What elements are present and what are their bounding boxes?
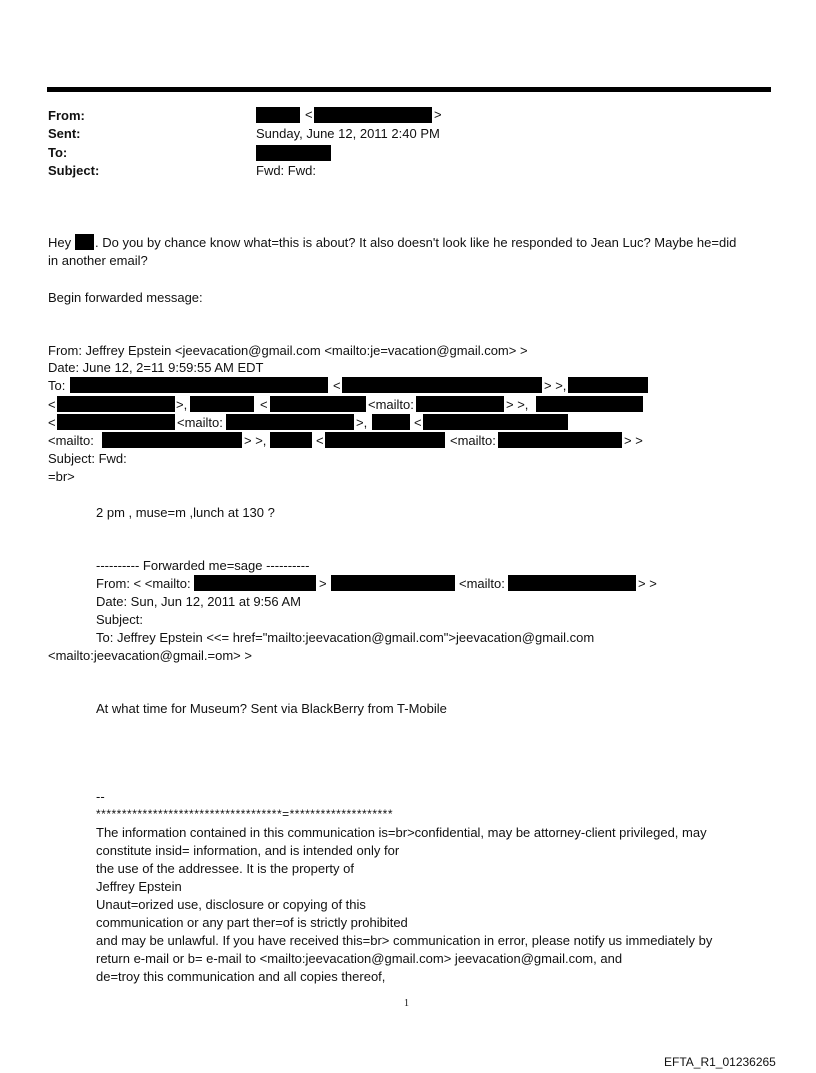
greeting-hey: Hey: [48, 235, 72, 250]
redaction-box: [536, 396, 643, 412]
redaction-box: [498, 432, 622, 448]
fwd1-br: =br>: [48, 469, 75, 484]
redaction-box: [194, 575, 316, 591]
from-label: From:: [48, 108, 85, 123]
redaction-box: [423, 414, 568, 430]
subject-value: Fwd: Fwd:: [256, 163, 316, 178]
redaction-box: [342, 377, 542, 393]
recipient-open: <: [48, 397, 56, 412]
disclaimer-line: de=troy this communication and all copies thereof,: [96, 969, 386, 984]
disclaimer-line: return e-mail or b= e-mail to <mailto:jeevacation@gmail.com> jeevacation@gmail.com, and: [96, 951, 623, 966]
from-close-bracket: >: [434, 107, 442, 122]
disclaimer-line: communication or any part ther=of is strictly prohibited: [96, 915, 408, 930]
recipient-mailto: <mailto:: [177, 415, 223, 430]
signature-dash: --: [96, 789, 105, 804]
fwd1-to-label: To:: [48, 378, 66, 393]
recipient-open: <: [316, 433, 324, 448]
redaction-box: [256, 145, 331, 161]
disclaimer-line: Unaut=orized use, disclosure or copying of this: [96, 897, 366, 912]
fwd2-from-gt: >: [319, 576, 327, 591]
document-id: EFTA_R1_01236265: [664, 1055, 776, 1069]
redaction-box: [70, 377, 328, 393]
recipient-mailto: <mailto:: [368, 397, 414, 412]
recipient-open: <: [333, 378, 341, 393]
redaction-box: [270, 432, 312, 448]
fwd1-from: From: Jeffrey Epstein <jeevacation@gmail.com <mailto:je=vacation@gmail.com> >: [48, 343, 528, 358]
begin-forwarded: Begin forwarded message:: [48, 290, 203, 305]
redaction-box: [102, 432, 242, 448]
redaction-box: [270, 396, 366, 412]
fwd2-message: At what time for Museum? Sent via BlackBerry from T-Mobile: [96, 701, 447, 716]
body-line-2: in another email?: [48, 253, 148, 268]
redaction-box: [57, 414, 175, 430]
fwd2-to: To: Jeffrey Epstein <<= href="mailto:jeevacation@gmail.com">jeevacation@gmail.com: [96, 630, 595, 645]
recipient-close: >,: [356, 415, 368, 430]
redaction-box: [314, 107, 432, 123]
recipient-close: > >: [624, 433, 643, 448]
recipient-open: <: [260, 397, 268, 412]
fwd2-to-cont: <mailto:jeevacation@gmail.=om> >: [48, 648, 252, 663]
disclaimer-line: constitute insid= information, and is intended only for: [96, 843, 400, 858]
recipient-open: <: [48, 415, 56, 430]
redaction-box: [325, 432, 445, 448]
fwd2-subject: Subject:: [96, 612, 143, 627]
recipient-close: > >,: [506, 397, 529, 412]
redaction-box: [568, 377, 648, 393]
redaction-box: [226, 414, 354, 430]
redaction-box: [75, 234, 94, 250]
page-number: 1: [404, 998, 409, 1009]
recipient-open: <: [414, 415, 422, 430]
recipient-mailto: <mailto:: [450, 433, 496, 448]
fwd2-from: From: < <mailto:: [96, 576, 191, 591]
fwd2-mailto: <mailto:: [459, 576, 505, 591]
stars-divider: ************************************=********************: [96, 807, 394, 821]
redaction-box: [190, 396, 254, 412]
sent-label: Sent:: [48, 126, 81, 141]
disclaimer-line: and may be unlawful. If you have received this=br> communication in error, please notify us immediately by: [96, 933, 713, 948]
subject-label: Subject:: [48, 163, 100, 178]
redaction-box: [372, 414, 410, 430]
fwd2-date: Date: Sun, Jun 12, 2011 at 9:56 AM: [96, 594, 302, 609]
disclaimer-line: The information contained in this communication is=br>confidential, may be attorney-client privileged, may: [96, 825, 707, 840]
to-label: To:: [48, 145, 68, 160]
redaction-box: [331, 575, 455, 591]
disclaimer-line: Jeffrey Epstein: [96, 879, 182, 894]
fwd1-subject: Subject: Fwd:: [48, 451, 127, 466]
recipient-mailto: <mailto:: [48, 433, 94, 448]
recipient-close: > >,: [244, 433, 267, 448]
sent-value: Sunday, June 12, 2011 2:40 PM: [256, 126, 440, 141]
fwd2-header: ---------- Forwarded me=sage ----------: [96, 558, 310, 573]
fwd1-message: 2 pm , muse=m ,lunch at 130 ?: [96, 505, 275, 520]
redaction-box: [256, 107, 300, 123]
fwd1-date: Date: June 12, 2=11 9:59:55 AM EDT: [48, 360, 264, 375]
disclaimer-line: the use of the addressee. It is the property of: [96, 861, 354, 876]
redaction-box: [57, 396, 175, 412]
fwd2-close: > >: [638, 576, 657, 591]
recipient-close: > >,: [544, 378, 567, 393]
header-rule: [47, 87, 771, 92]
redaction-box: [416, 396, 504, 412]
from-open-bracket: <: [305, 107, 313, 122]
redaction-box: [508, 575, 636, 591]
body-line-1: . Do you by chance know what=this is about? It also doesn't look like he responded to Jean Luc? Maybe he=did: [95, 235, 737, 250]
recipient-close: >,: [176, 397, 188, 412]
